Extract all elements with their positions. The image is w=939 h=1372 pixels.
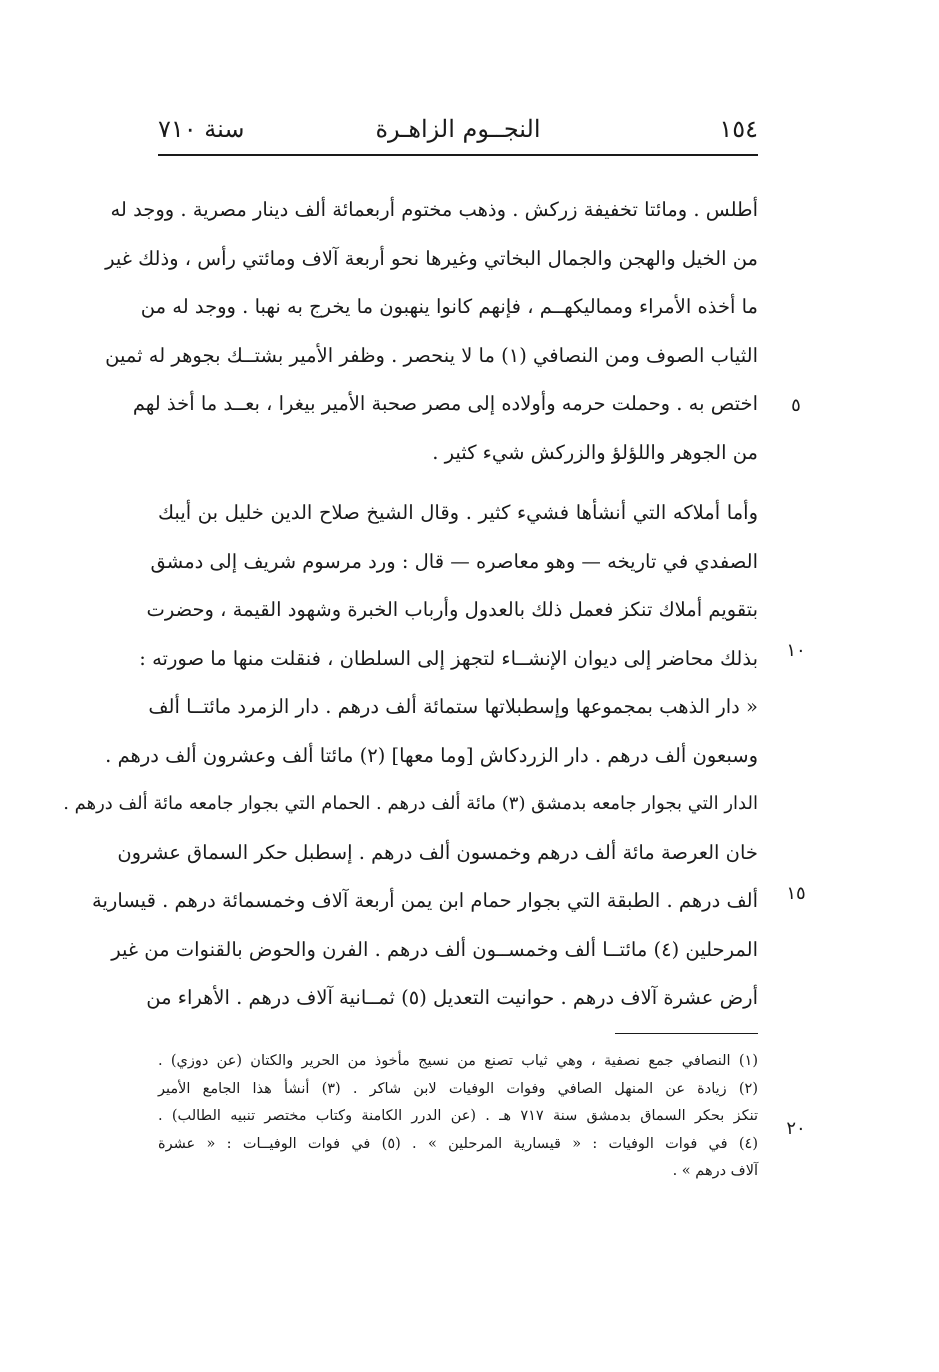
text-line: اختص به . وحملت حرمه وأولاده إلى مصر صحبة الأمير بيغرا ، بعــد ما أخذ لهم [132,392,758,415]
footnote-rule [615,1033,758,1034]
text-line: المرحلين (٤) مائتــا ألف وخمســون ألف درهم . الفرن والحوض بالقنوات من غير [111,937,758,961]
text-line: خان العرصة مائة ألف درهم وخمسون ألف درهم . إسطبل حكر السماق عشرون [117,840,758,864]
book-title: النجــوم الزاهـرة [375,115,541,143]
text-line: الثياب الصوف ومن النصافي (١) ما لا ينحصر . وظفر الأمير بشتــك بجوهر له ثمين [105,343,758,367]
footnote-line: تنكز بحكر السماق بدمشق سنة ٧١٧ هـ . (عن الدرر الكامنة وكتاب مختصر تنبيه الطالب) . [158,1108,758,1124]
running-header [158,112,758,152]
text-line: الدار التي بجوار جامعه بدمشق (٣) مائة ألف درهم . الحمام التي بجوار جامعه مائة ألف درهم . [63,793,758,814]
line-number-15: ١٥ [786,883,806,904]
text-line: من الجوهر واللؤلؤ والزركش شيء كثير . [432,440,758,464]
main-text [63,186,758,1023]
footnote-line: آلاف درهم » . [672,1163,758,1179]
footnote-line: (٤) في فوات الوفيات : « قيسارية المرحلين » . (٥) في فوات الوفيــات : « عشرة [158,1135,758,1152]
line-number-10: ١٠ [786,640,806,661]
text-line: ألف درهم . الطبقة التي بجوار حمام ابن يمن أربعة آلاف وخمسمائة درهم . قيسارية [92,889,758,912]
year-label: سنة ٧١٠ [158,115,245,143]
text-line: الصفدي في تاريخه — وهو معاصره — قال : ورد مرسوم شريف إلى دمشق [150,549,758,573]
line-number-5: ٥ [791,395,801,416]
footnote-line: (٢) زيادة عن المنهل الصافي وفوات الوفيات لابن شاكر . (٣) أنشأ هذا الجامع الأمير [158,1080,758,1097]
text-line: أرض عشرة آلاف درهم . حوانيت التعديل (٥) ثمــانية آلاف درهم . الأهراء من [146,986,758,1009]
text-line: ما أخذه الأمراء ومماليكهــم ، فإنهم كانوا ينهبون ما يخرج به نهبا . ووجد له من [140,295,758,318]
header-rule [158,154,758,156]
line-number-20: ٢٠ [786,1118,806,1139]
text-line: « دار الذهب بمجموعها وإسطبلاتها ستمائة ألف درهم . دار الزمرد مائتــا ألف [148,695,758,718]
text-line: بذلك محاضر إلى ديوان الإنشــاء لتجهز إلى السلطان ، فنقلت منها ما صورته : [139,646,758,670]
footnote-line: (١) النصافي جمع نصفية ، وهي ثياب تصنع من نسيج مأخوذ من الحرير والكتان (عن دوزي) . [158,1053,758,1069]
text-line: وسبعون ألف درهم . دار الزردكاش [وما معها] (٢) مائتا ألف وعشرون ألف درهم . [105,743,758,767]
page-number: ١٥٤ [719,115,758,143]
text-line: وأما أملاكه التي أنشأها فشيء كثير . وقال الشيخ صلاح الدين خليل بن أيبك [158,501,758,524]
footnotes [158,1048,758,1186]
text-line: أطلس . ومائتا تخفيفة زركش . وذهب مختوم أربعمائة ألف دينار مصرية . ووجد له [110,198,758,221]
text-line: بتقويم أملاك تنكز فعمل ذلك بالعدول وأرباب الخبرة وشهود القيمة ، وحضرت [146,598,758,621]
text-line: من الخيل والهجن والجمال البخاتي وغيرها نحو أربعة آلاف ومائتي رأس ، وذلك غير [105,246,758,270]
